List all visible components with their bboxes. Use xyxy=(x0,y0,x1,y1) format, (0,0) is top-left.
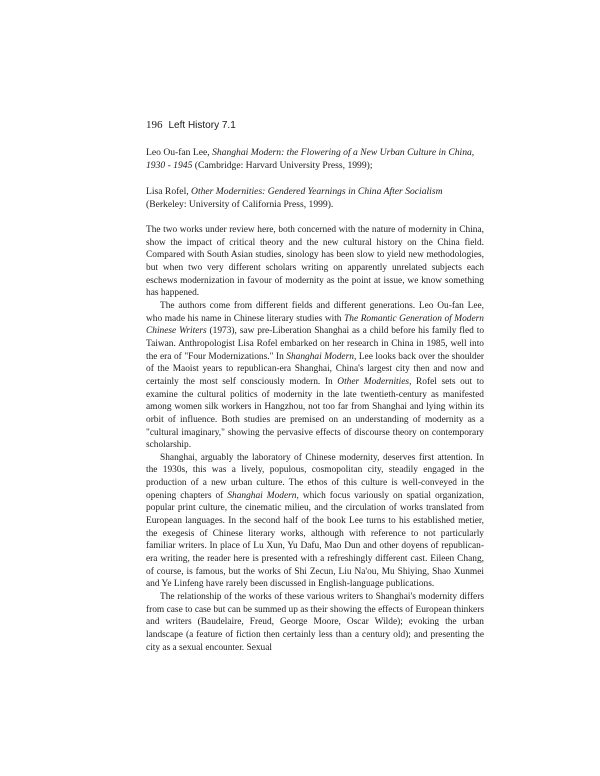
text-run: Shanghai, arguably the laboratory of Chinese modernity, deserves first attention. In the 1930s, this was a lively, populous, cosmopolitan city, steadily engaged in the production of a new urban culture. The ethos of this culture is well-conveyed in the opening chapters of xyxy=(146,452,484,501)
italic-title: Shanghai Modern xyxy=(286,351,354,362)
paragraph-4: The relationship of the works of these various writers to Shanghai's modernity differs from case to case but can be summed up as their showing the effects of European thinkers and writers (Baudelaire, Freud, George Moore, Oscar Wilde); evoking the urban landscape (a feature of fiction then certainly less than a century old); and presenting the city as a sexual encounter. Sexual xyxy=(146,592,484,653)
citation-rofel xyxy=(146,185,484,211)
paragraph-2 xyxy=(146,300,484,452)
citation-book-title: Shanghai Modern: the Flowering of a New Urban Culture in China, 1930 - 1945 xyxy=(146,147,475,171)
page-number: 196 xyxy=(146,119,163,131)
citation-publisher: (Berkeley: University of California Press, 1999). xyxy=(146,199,334,210)
text-run: (1973), saw pre-Liberation Shanghai as a child before his family fled to Taiwan. Anthropologist Lisa Rofel embarked on her research in China in 1985, well into the era of "Four Modernizations." In xyxy=(146,326,485,362)
running-header xyxy=(146,118,484,133)
text-run: , which focus variously on spatial organization, popular print culture, the cinematic milieu, and the circulation of works translated from European languages. In the second half of the book Lee turns to his established metier, the exegesis of Chinese literary works, although with reference to not particularly familiar writers. In place of Lu Xun, Yu Dafu, Mao Dun and other doyens of republican-era writing, the reader here is presented with a refreshingly different cast. Eileen Chang, of course, is famous, but the works of Shi Zecun, Liu Na'ou, Mu Shiying, Shao Xunmei and Ye Linfeng have rarely been discussed in English-language publications. xyxy=(146,490,484,590)
citation-book-title: Other Modernities: Gendered Yearnings in China After Socialism xyxy=(191,186,443,197)
document-page xyxy=(146,118,484,654)
journal-title: Left History 7.1 xyxy=(168,120,236,131)
italic-title: The Romantic Generation of Modern Chinese Writers xyxy=(146,313,484,337)
citation-lee xyxy=(146,146,484,172)
italic-title: Shanghai Modern xyxy=(227,490,297,501)
paragraph-3 xyxy=(146,452,484,591)
citation-author: Leo Ou-fan Lee, xyxy=(146,147,213,158)
review-body xyxy=(146,224,484,654)
text-run: , Rofel sets out to examine the cultural politics of modernity in the late twentieth-century as manifested among women silk workers in Hangzhou, not too far from Shanghai and lying within its orbit of influence. Both studies are premised on an understanding of modernity as a "cultural imaginary," showing the pervasive effects of discourse theory on contemporary scholarship. xyxy=(146,376,484,451)
text-run: , Lee looks back over the shoulder of the Maoist years to republican-era Shanghai, China's largest city then and now and certainly the most self consciously modern. In xyxy=(146,351,484,387)
text-run: The authors come from different fields and different generations. Leo Ou-fan Lee, who made his name in Chinese literary studies with xyxy=(146,300,484,324)
italic-title: Other Modernities xyxy=(337,376,410,387)
paragraph-1: The two works under review here, both concerned with the nature of modernity in China, show the impact of critical theory and the new cultural history on the China field. Compared with South Asian studies, sinology has been slow to yield new methodologies, but when two very different scholars writing on apparently unrelated subjects each eschews modernization in favour of modernity as the point at issue, we know something has happened. xyxy=(146,225,484,299)
citation-author: Lisa Rofel, xyxy=(146,186,192,197)
citation-publisher: (Cambridge: Harvard University Press, 1999); xyxy=(192,160,373,171)
